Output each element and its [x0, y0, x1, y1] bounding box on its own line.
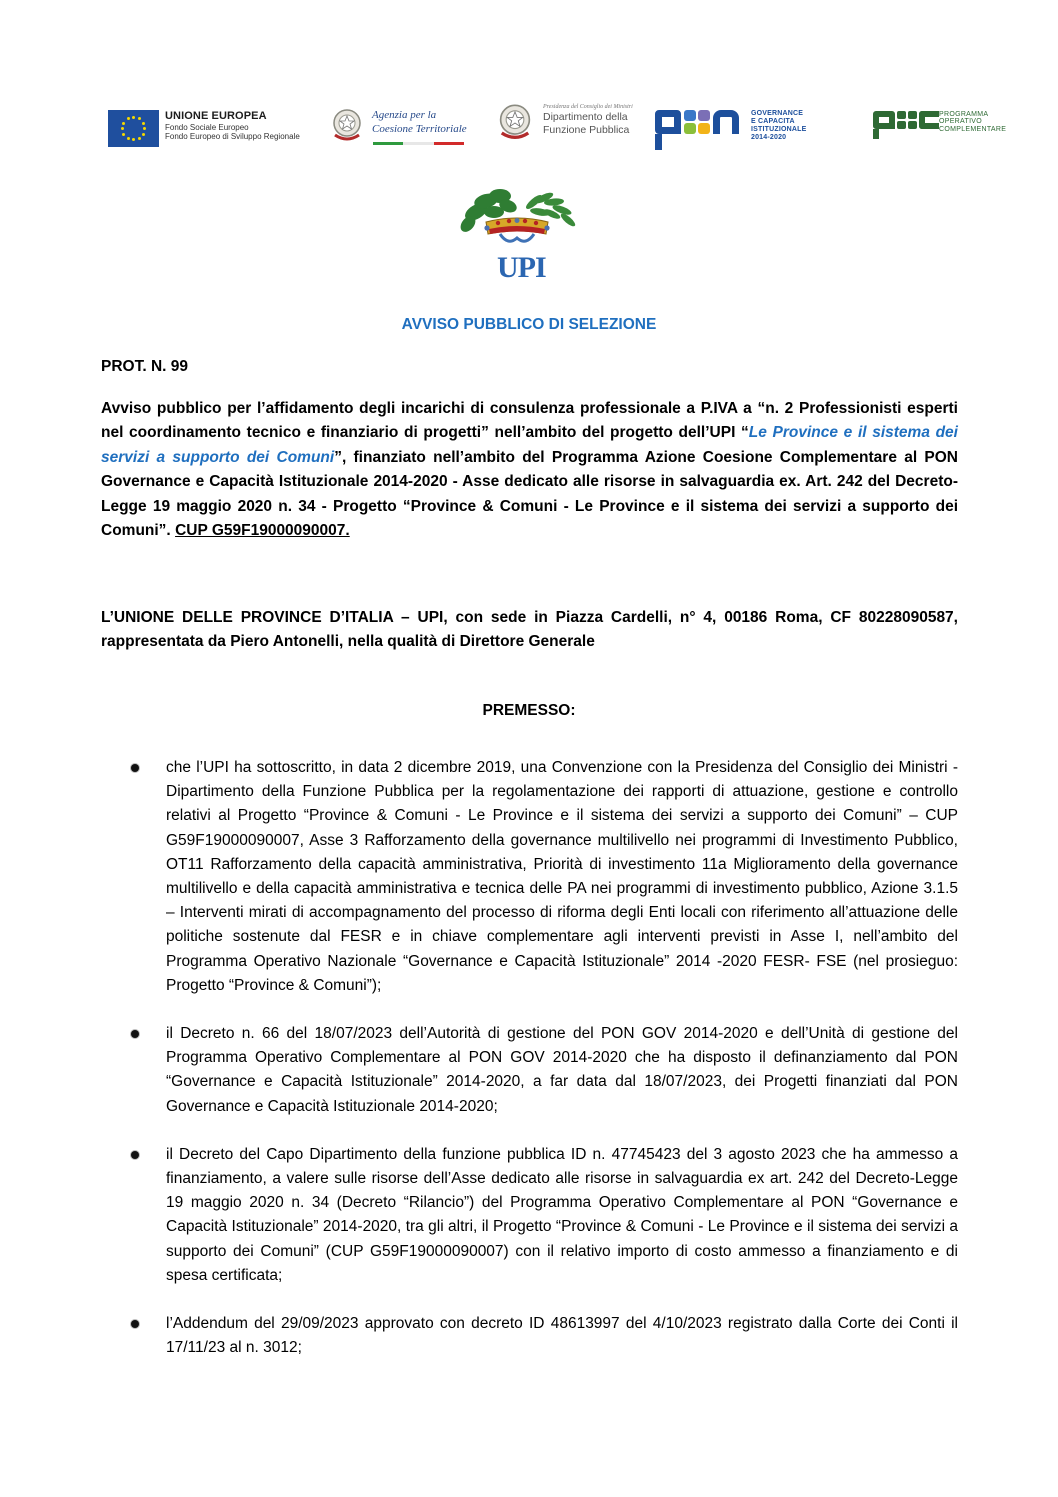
eu-flag-icon	[108, 110, 159, 147]
bullet-icon	[131, 1030, 139, 1038]
pon-logo-icon	[655, 110, 739, 144]
eu-star-icon	[142, 133, 145, 136]
eu-logo-line-1: Fondo Sociale Europeo	[165, 122, 249, 132]
upi-crest-icon	[456, 184, 578, 250]
premesso-item	[101, 1022, 958, 1119]
eu-star-icon	[127, 137, 130, 140]
notice-description-part-2: ”, finanziato nell’ambito del Programma Azione Coesione Complementare al PON Governance e Capacità Istituzionale 2014-2020 - Asse dedicato alle risorse in salvaguardia ex. Art. 242 del Decreto-Legge 19 maggio 2020 n. 34 - Progetto “Province & Comuni - Le Province e il sistema dei servizi a supporto dei Comuni”.	[101, 448, 958, 540]
eu-logo-text	[165, 110, 300, 141]
poc-logo-line-1: PROGRAMMA	[939, 111, 989, 118]
pon-letter-o-grid	[684, 110, 710, 134]
dfp-logo-line-2: Funzione Pubblica	[543, 123, 630, 136]
eu-star-icon	[122, 133, 125, 136]
premesso-list	[101, 756, 958, 1360]
italian-republic-emblem-icon	[330, 107, 364, 145]
premesso-item	[101, 1143, 958, 1288]
premesso-item	[101, 1312, 958, 1360]
pon-letter-p	[655, 110, 681, 134]
poc-logo-icon	[873, 111, 939, 129]
notice-description-part-1: Avviso pubblico per l’affidamento degli incarichi di consulenza professionale a P.IVA a “n. 2 Professionisti esperti nel coordinamento tecnico e finanziario di progetti” nell’ambito del progetto dell’UPI “	[101, 400, 958, 442]
poc-letter-o-grid	[897, 111, 917, 129]
agenzia-logo-line-1: Agenzia per la	[372, 109, 437, 121]
premesso-heading: PREMESSO:	[482, 702, 576, 719]
dfp-logo-small: Presidenza del Consiglio dei Ministri	[543, 104, 633, 110]
cup-code: CUP G59F19000090007.	[175, 522, 350, 540]
eu-star-icon	[127, 117, 130, 120]
poc-logo-line-2: OPERATIVO	[939, 118, 983, 126]
poc-logo-text	[939, 111, 1006, 133]
bullet-icon	[131, 1151, 139, 1159]
italian-flag-stripe	[373, 142, 464, 145]
eu-star-icon	[143, 127, 146, 130]
eu-star-icon	[138, 117, 141, 120]
pon-logo-line-2: E CAPACITA	[751, 118, 795, 126]
bullet-icon	[131, 1320, 139, 1328]
premesso-item-text: il Decreto del Capo Dipartimento della funzione pubblica ID n. 47745423 del 3 agosto 2023 che ha ammesso a finanziamento, a valere sulle risorse dell’Asse dedicato alle risorse in salvaguardia ex art. 242 del Decreto-Legge 19 maggio 2020 n. 34 (Decreto “Rilancio”) del Programma Operativo Complementare al PON “Governance e Capacità Istituzionale” 2014-2020, tra gli altri, il Progetto “Province & Comuni - Le Province e il sistema dei servizi a supporto dei Comuni” (CUP G59F19000090007) con il relativo importo di costo ammesso a finanziamento e di spesa certificata;	[166, 1145, 958, 1284]
document-title: AVVISO PUBBLICO DI SELEZIONE	[401, 316, 657, 333]
pon-logo-text	[751, 110, 807, 142]
pon-logo-line-4: 2014-2020	[751, 134, 787, 142]
bullet-icon	[131, 764, 139, 772]
premesso-item-text: l’Addendum del 29/09/2023 approvato con decreto ID 48613997 del 4/10/2023 registrato dalla Corte dei Conti il 17/11/23 al n. 3012;	[166, 1315, 958, 1357]
poc-letter-p	[873, 111, 895, 129]
upi-logo-text: UPI	[497, 251, 546, 284]
eu-star-icon	[132, 138, 135, 141]
eu-logo-title: UNIONE EUROPEA	[165, 110, 267, 122]
eu-star-icon	[138, 137, 141, 140]
dfp-logo-line-1: Dipartimento della	[543, 111, 628, 124]
italian-republic-emblem-icon	[495, 102, 535, 144]
premesso-item	[101, 756, 958, 998]
eu-logo-line-2: Fondo Europeo di Sviluppo Regionale	[165, 131, 300, 141]
pon-letter-n	[713, 110, 739, 134]
project-name: Le Province e il sistema dei servizi a supporto dei Comuni	[101, 424, 958, 466]
agenzia-logo-text	[372, 108, 467, 137]
pon-logo-line-3: ISTITUZIONALE	[751, 126, 807, 134]
premesso-item-text: che l’UPI ha sottoscritto, in data 2 dicembre 2019, una Convenzione con la Presidenza del Consiglio dei Ministri - Dipartimento della Funzione Pubblica per la regolamentazione dei rapporti di attuazione, gestione e controllo relativi al Progetto “Province & Comuni - Le Province e il sistema dei servizi a supporto dei Comuni” – CUP G59F19000090007, Asse 3 Rafforzamento della governance multilivello nei programmi di Investimento Pubblico, OT11 Rafforzamento della capacità amministrativa, Priorità di investimento 11a Miglioramento della governance multilivello e della capacità amministrativa e tecnica delle PA nei programmi di investimento pubblico, Azione 3.1.5 – Interventi mirati di accompagnamento del processo di riforma degli Enti locali con riferimento all’attuazione delle politiche sostenute dal FESR e in chiave complementare agli interventi previsti in Asse I, nell’ambito del Programma Operativo Nazionale “Governance e Capacità Istituzionale” 2014 -2020 FESR- FSE (nel prosieguo: Progetto “Province & Comuni”);	[166, 759, 958, 994]
eu-star-icon	[122, 122, 125, 125]
eu-star-icon	[121, 127, 124, 130]
eu-star-icon	[142, 122, 145, 125]
protocol-number: PROT. N. 99	[101, 358, 188, 375]
poc-logo-line-3: COMPLEMENTARE	[939, 125, 1007, 133]
poc-letter-c	[919, 111, 939, 129]
premesso-item-text: il Decreto n. 66 del 18/07/2023 dell’Autorità di gestione del PON GOV 2014-2020 e dell’Unità di gestione del Programma Operativo Complementare al PON GOV 2014-2020 che ha disposto il definanziamento dal PON “Governance e Capacità Istituzionale” 2014-2020, a far data dal 18/07/2023, dei Progetti finanziati dal PON Governance e Capacità Istituzionale 2014-2020;	[166, 1025, 958, 1115]
dfp-logo-text	[543, 104, 633, 136]
pon-logo-line-1: GOVERNANCE	[751, 110, 804, 117]
eu-star-icon	[132, 116, 135, 119]
notice-description	[101, 397, 958, 543]
agenzia-logo-line-2: Coesione Territoriale	[372, 123, 467, 136]
issuer-statement: L’UNIONE DELLE PROVINCE D’ITALIA – UPI, con sede in Piazza Cardelli, n° 4, 00186 Roma, CF 80228090587, rappresentata da Piero Antonelli, nella qualità di Direttore Generale	[101, 609, 958, 651]
